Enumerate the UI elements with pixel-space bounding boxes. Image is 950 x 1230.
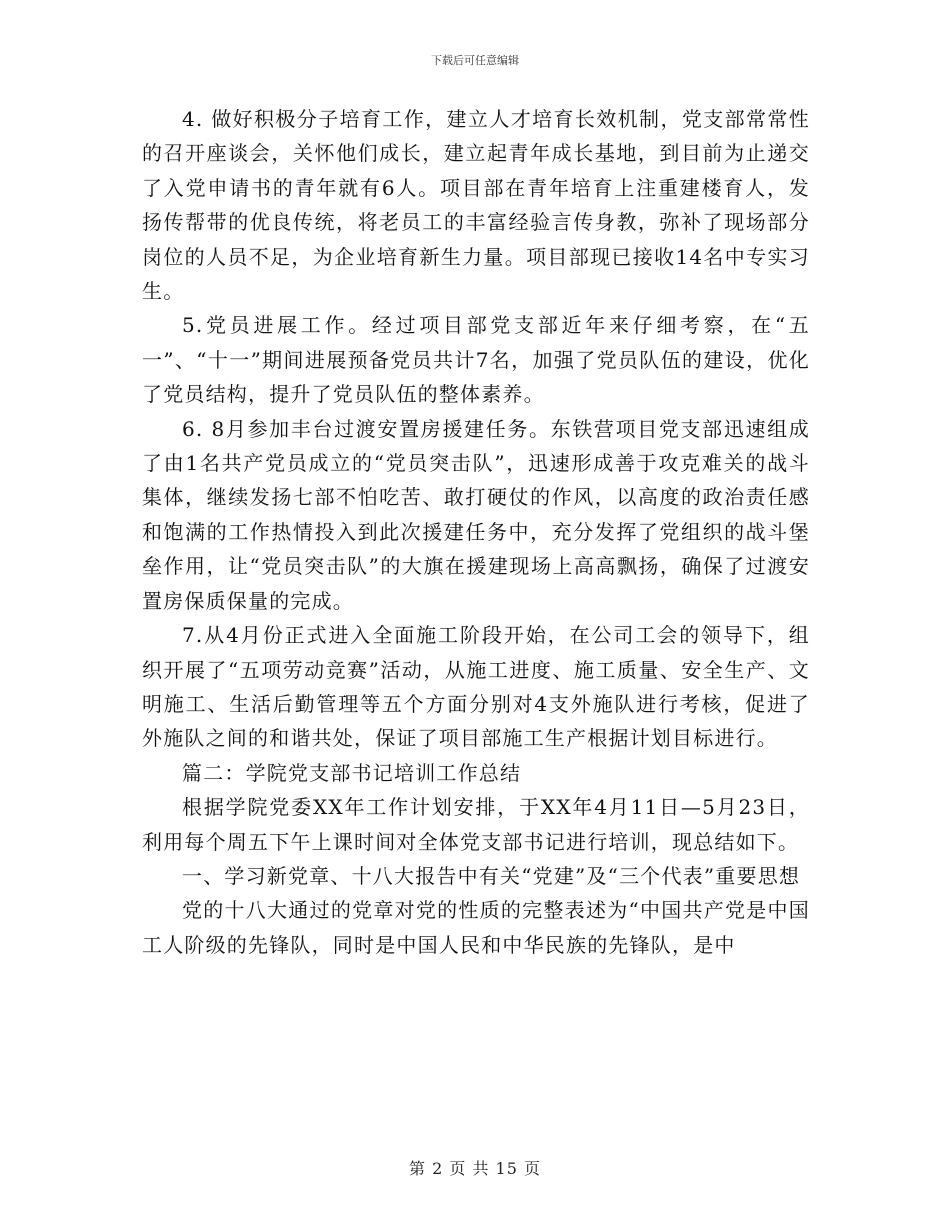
page-header-note: 下载后可任意编辑	[431, 54, 519, 67]
paragraph-training-schedule: 根据学院党委XX年工作计划安排，于XX年4月11日—5月23日，利用每个周五下午上课时间对全体党支部书记进行培训，现总结如下。	[142, 795, 810, 854]
document-body	[142, 102, 810, 962]
paragraph-activist-training: 4. 做好积极分子培育工作，建立人才培育长效机制，党支部常常性的召开座谈会，关怀他们成长，建立起青年成长基地，到目前为止递交了入党申请书的青年就有6人。项目部在青年培育上注重建楼育人，发扬传帮带的优良传统，将老员工的丰富经验言传身教，弥补了现场部分岗位的人员不足，为企业培育新生力量。项目部现已接收14名中专实习生。	[142, 107, 810, 304]
subheading-study-party-constitution: 一、学习新党章、十八大报告中有关“党建”及“三个代表”重要思想	[182, 863, 801, 888]
page-number: 第 2 页 共 15 页	[409, 1159, 541, 1178]
section-heading-part-two: 篇二：学院党支部书记培训工作总结	[182, 760, 522, 785]
paragraph-fengtai-housing: 6. 8月参加丰台过渡安置房援建任务。东铁营项目党支部迅速组成了由1名共产党员成立的“党员突击队”，迅速形成善于攻克难关的战斗集体，继续发扬七部不怕吃苦、敢打硬仗的作风，以高度的政治责任感和饱满的工作热情投入到此次援建任务中，充分发挥了党组织的战斗堡垒作用，让“党员突击队”的大旗在援建现场上高高飘扬，确保了过渡安置房保质保量的完成。	[142, 416, 810, 613]
paragraph-party-nature: 党的十八大通过的党章对党的性质的完整表述为“中国共产党是中国工人阶级的先锋队，同时是中国人民和中华民族的先锋队，是中	[142, 898, 810, 957]
paragraph-member-development: 5.党员进展工作。经过项目部党支部近年来仔细考察，在“五一”、“十一”期间进展预备党员共计7名，加强了党员队伍的建设，优化了党员结构，提升了党员队伍的整体素养。	[142, 313, 810, 407]
paragraph-labor-competition: 7.从4月份正式进入全面施工阶段开始，在公司工会的领导下，组织开展了“五项劳动竞赛”活动，从施工进度、施工质量、安全生产、文明施工、生活后勤管理等五个方面分别对4支外施队进行考核，促进了外施队之间的和谐共处，保证了项目部施工生产根据计划目标进行。	[142, 623, 810, 751]
